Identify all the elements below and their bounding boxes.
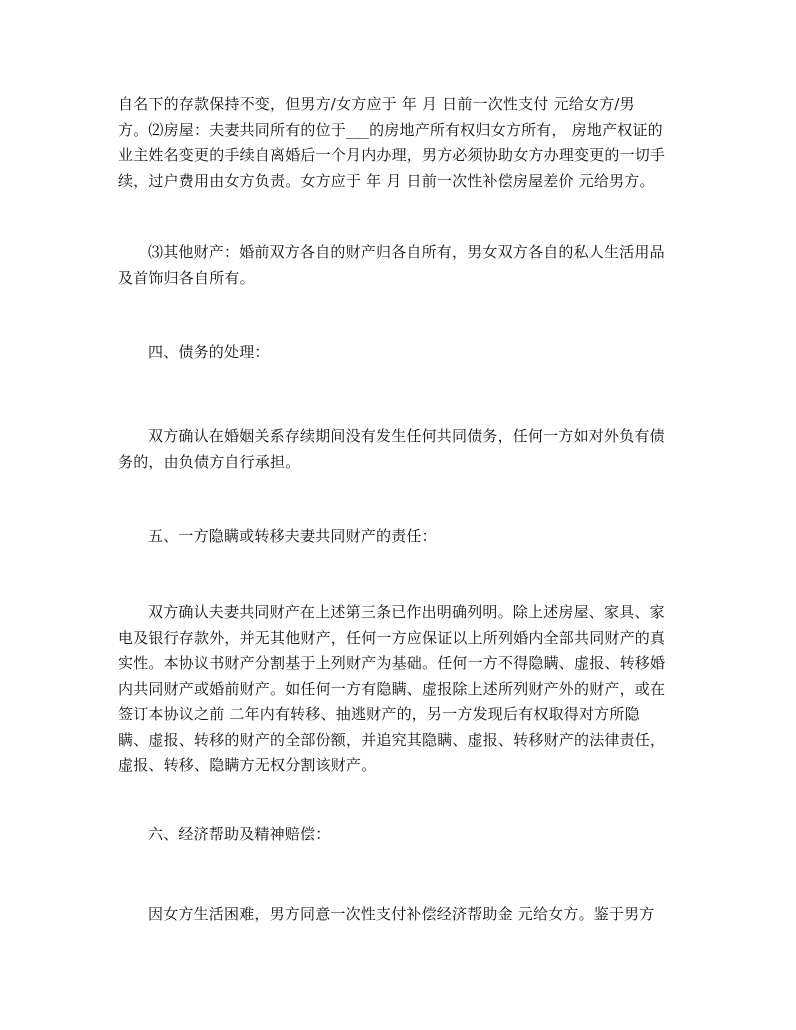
text-line: 实性。本协议书财产分割基于上列财产为基础。任何一方不得隐瞒、虚报、转移婚 <box>118 654 666 672</box>
debts-paragraph <box>118 424 688 475</box>
property-paragraph <box>118 92 688 194</box>
text-line: 双方确认夫妻共同财产在上述第三条已作出明确列明。除上述房屋、家具、家 <box>148 603 665 621</box>
text-line: 续，过户费用由女方负责。女方应于 年 月 日前一次性补偿房屋差价 元给男方。 <box>118 171 655 190</box>
text-line: 瞒、虚报、转移的财产的全部份额，并追究其隐瞒、虚报、转移财产的法律责任， <box>118 730 666 749</box>
section-heading-concealment <box>118 524 688 550</box>
text-line: 因女方生活困难，男方同意一次性支付补偿经济帮助金 元给女方。鉴于男方 <box>148 905 655 923</box>
text-line: 签订本协议之前 二年内有转移、抽逃财产的，另一方发现后有权取得对方所隐 <box>118 705 640 723</box>
text-line: 电及银行存款外，并无其他财产，任何一方应保证以上所列婚内全部共同财产的真 <box>118 628 666 647</box>
heading-text: 四、债务的处理： <box>148 343 270 361</box>
text-line: 方。⑵房屋：夫妻共同所有的位于___的房地产所有权归女方所有， 房地产权证的 <box>118 120 663 139</box>
text-line: 及首饰归各自所有。 <box>118 268 255 287</box>
concealment-paragraph <box>118 600 688 779</box>
text-line: 务的，由负债方自行承担。 <box>118 452 301 471</box>
heading-text: 六、经济帮助及精神赔偿： <box>148 825 331 843</box>
section-heading-debts <box>118 340 688 366</box>
text-line: 内共同财产或婚前财产。如任何一方有隐瞒、虚报除上述所列财产外的财产，或在 <box>118 679 666 698</box>
other-property-paragraph <box>118 240 688 291</box>
text-line: 双方确认在婚姻关系存续期间没有发生任何共同债务，任何一方如对外负有债 <box>148 427 665 445</box>
compensation-paragraph <box>118 902 688 928</box>
text-line: 虚报、转移、隐瞒方无权分割该财产。 <box>118 756 377 774</box>
text-line: 自名下的存款保持不变，但男方/女方应于 年 月 日前一次性支付 元给女方/男 <box>118 95 635 113</box>
text-line: 业主姓名变更的手续自离婚后一个月内办理，男方必须协助女方办理变更的一切手 <box>118 146 666 164</box>
heading-text: 五、一方隐瞒或转移夫妻共同财产的责任： <box>148 527 437 545</box>
text-line: ⑶其他财产：婚前双方各自的财产归各自所有，男女双方各自的私人生活用品 <box>148 243 665 261</box>
section-heading-compensation <box>118 822 688 848</box>
